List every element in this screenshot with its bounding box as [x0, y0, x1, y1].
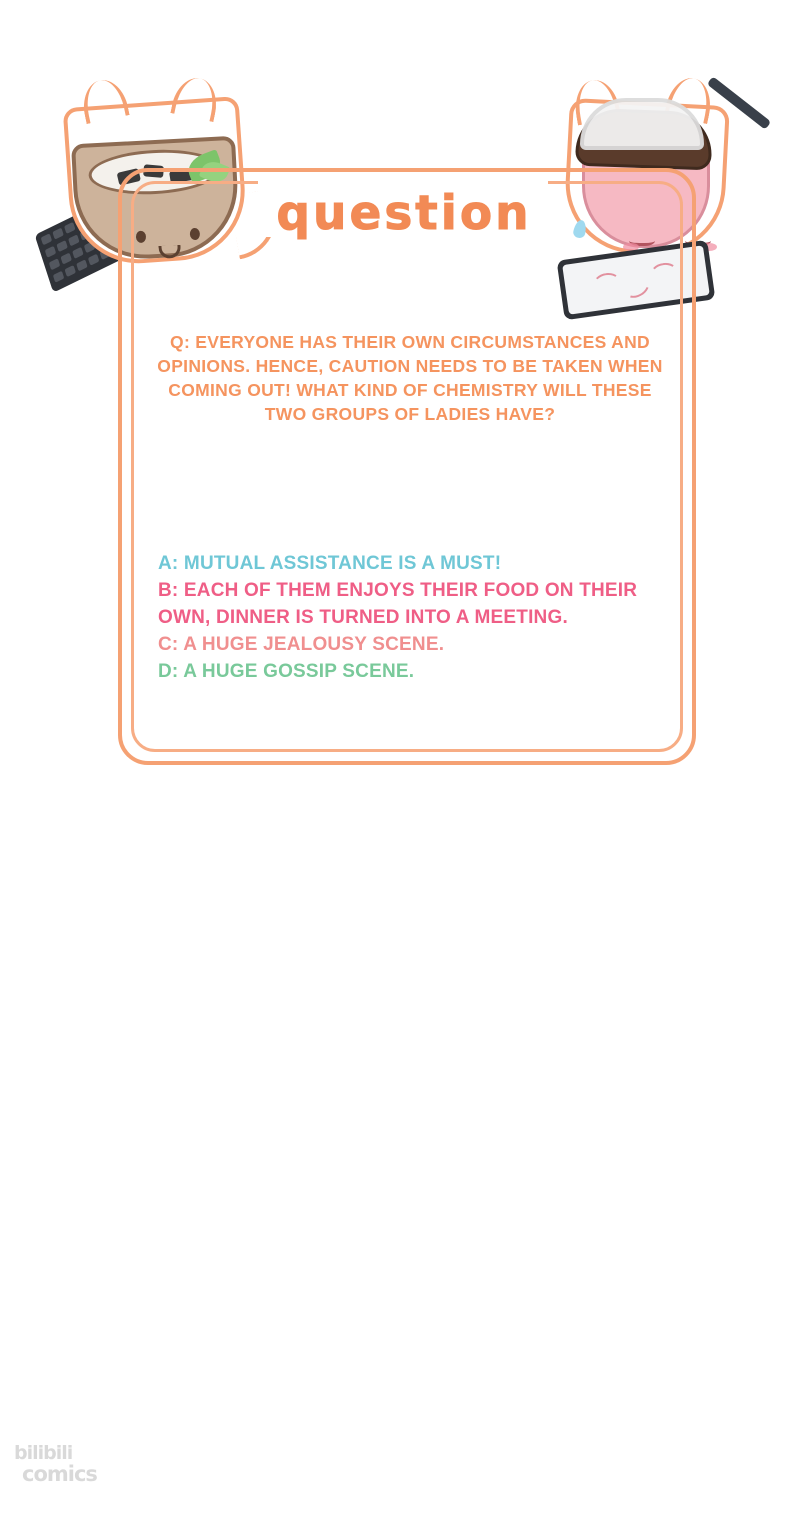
answer-list — [158, 550, 678, 685]
answer-option-c[interactable]: C: A HUGE JEALOUSY SCENE. — [158, 634, 445, 655]
page-title: question — [276, 186, 532, 241]
answer-option-b[interactable]: B: EACH OF THEM ENJOYS THEIR FOOD ON THEIR OWN, DINNER IS TURNED INTO A MEETING. — [158, 580, 638, 628]
question-text: Q: EVERYONE HAS THEIR OWN CIRCUMSTANCES AND OPINIONS. HENCE, CAUTION NEEDS TO BE TAKEN WHEN COMING OUT! WHAT KIND OF CHEMISTRY WILL THESE TWO GROUPS OF LADIES HAVE? — [157, 332, 663, 424]
bilibili-comics-watermark — [14, 1443, 98, 1499]
watermark-line-2: comics — [22, 1462, 97, 1486]
answer-option-a[interactable]: A: MUTUAL ASSISTANCE IS A MUST! — [158, 553, 502, 574]
watermark-line-1: bilibili — [14, 1442, 73, 1464]
answer-option-d[interactable]: D: A HUGE GOSSIP SCENE. — [158, 661, 415, 682]
